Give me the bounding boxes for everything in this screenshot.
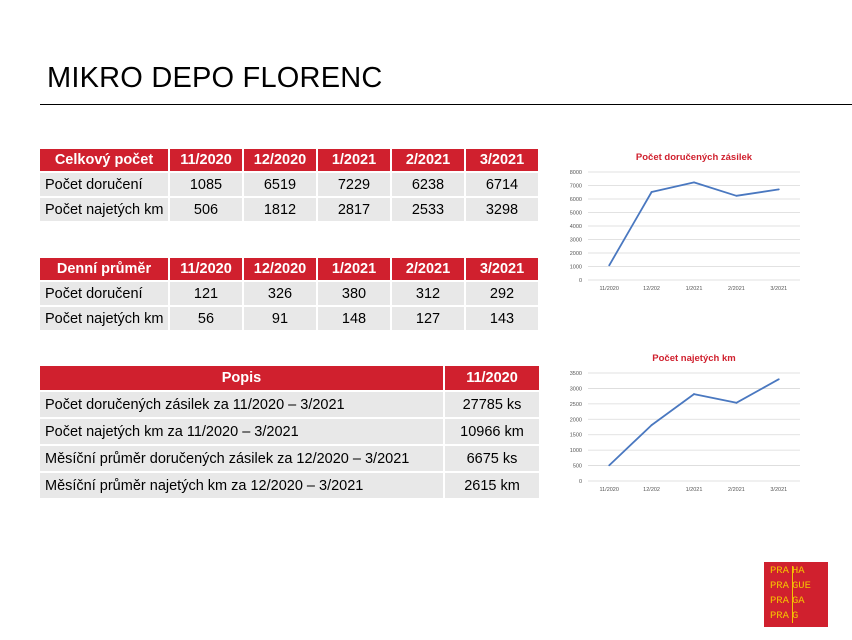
y-tick-label: 3500: [569, 371, 582, 377]
data-point: [608, 264, 610, 266]
deliveries-line-chart: [558, 145, 808, 297]
column-header: 2/2021: [392, 258, 464, 280]
x-tick-label: 1/2021: [685, 286, 703, 292]
x-tick-label: 3/2021: [770, 487, 788, 493]
table-cell: 2615 km: [445, 473, 539, 498]
table-cell: 1085: [170, 173, 242, 196]
y-tick-label: 5000: [569, 210, 582, 217]
column-header: 12/2020: [244, 149, 316, 171]
data-point: [693, 182, 695, 184]
y-tick-label: 0: [578, 479, 582, 485]
x-tick-label: 1/2021: [685, 487, 703, 493]
y-tick-label: 1500: [569, 432, 582, 439]
data-point: [778, 378, 780, 380]
row-label: Počet doručených zásilek za 11/2020 – 3/2021: [40, 392, 443, 417]
prague-logo: [764, 562, 828, 627]
y-tick-label: 4000: [569, 224, 582, 230]
table-cell: 121: [170, 282, 242, 305]
logo-text: HA: [792, 565, 805, 577]
chart-title: Počet doručených zásilek: [635, 152, 753, 163]
table-row: [40, 198, 538, 221]
kilometers-line-chart: [558, 346, 808, 498]
table-cell: 6519: [244, 173, 316, 196]
table-cell: 56: [170, 307, 242, 330]
table-cell: 127: [392, 307, 464, 330]
y-tick-label: 1000: [569, 448, 582, 455]
table-cell: 506: [170, 198, 242, 221]
data-point: [651, 191, 653, 193]
y-tick-label: 7000: [569, 183, 582, 190]
table-cell: 143: [466, 307, 538, 330]
logo-text: G: [792, 610, 799, 622]
table-header-row: [40, 366, 539, 390]
row-label: Počet najetých km: [40, 198, 168, 221]
table-cell: 91: [244, 307, 316, 330]
x-tick-label: 2/2021: [727, 487, 745, 493]
page-title: MIKRO DEPO FLORENC: [47, 62, 383, 94]
data-point: [608, 464, 610, 466]
table-cell: 27785 ks: [445, 392, 539, 417]
y-tick-label: 1000: [569, 264, 582, 271]
y-tick-label: 6000: [569, 197, 582, 203]
row-label: Měsíční průměr doručených zásilek za 12/2020 – 3/2021: [40, 446, 443, 471]
column-header: 2/2021: [392, 149, 464, 171]
table-cell: 6675 ks: [445, 446, 539, 471]
logo-row: [770, 565, 805, 577]
table-cell: 326: [244, 282, 316, 305]
column-header: 11/2020: [170, 149, 242, 171]
table-header-row: [40, 258, 538, 280]
x-tick-label: 12/202: [643, 487, 661, 493]
y-tick-label: 0: [578, 278, 582, 284]
x-tick-label: 2/2021: [727, 286, 745, 292]
y-tick-label: 500: [572, 463, 582, 470]
column-header: 11/2020: [170, 258, 242, 280]
column-header: 12/2020: [244, 258, 316, 280]
table-cell: 6714: [466, 173, 538, 196]
table-row: [40, 473, 539, 498]
summary-table: [38, 364, 541, 500]
data-point: [693, 393, 695, 395]
logo-row: [770, 610, 798, 622]
logo-text: PRA: [770, 565, 789, 577]
data-point: [651, 424, 653, 426]
logo-text: PRA: [770, 580, 789, 592]
column-header: 1/2021: [318, 258, 390, 280]
x-tick-label: 12/202: [643, 286, 661, 292]
logo-row: [770, 580, 811, 592]
table-row: [40, 392, 539, 417]
logo-text: PRA: [770, 610, 789, 622]
column-header: 3/2021: [466, 149, 538, 171]
y-tick-label: 3000: [569, 386, 582, 393]
total-count-table: [38, 147, 540, 223]
x-tick-label: 11/2020: [599, 286, 619, 292]
y-tick-label: 8000: [569, 170, 582, 176]
table-cell: 312: [392, 282, 464, 305]
logo-text: PRA: [770, 595, 789, 607]
y-tick-label: 2000: [569, 251, 582, 257]
logo-text: GUE: [792, 580, 811, 592]
x-tick-label: 3/2021: [770, 286, 788, 292]
table-cell: 10966 km: [445, 419, 539, 444]
row-label: Počet najetých km: [40, 307, 168, 330]
column-header: 11/2020: [445, 366, 539, 390]
table-row: [40, 446, 539, 471]
table-row: [40, 282, 538, 305]
table-cell: 148: [318, 307, 390, 330]
table-cell: 7229: [318, 173, 390, 196]
column-header: 3/2021: [466, 258, 538, 280]
row-label: Počet najetých km za 11/2020 – 3/2021: [40, 419, 443, 444]
logo-text: GA: [792, 595, 805, 607]
table-cell: 1812: [244, 198, 316, 221]
column-header: Popis: [40, 366, 443, 390]
y-tick-label: 3000: [569, 237, 582, 244]
table-cell: 2533: [392, 198, 464, 221]
title-divider: [40, 104, 852, 105]
table-cell: 380: [318, 282, 390, 305]
column-header: 1/2021: [318, 149, 390, 171]
table-header-row: [40, 149, 538, 171]
row-label: Počet doručení: [40, 282, 168, 305]
daily-average-table: [38, 256, 540, 332]
table-cell: 6238: [392, 173, 464, 196]
data-point: [778, 188, 780, 190]
x-tick-label: 11/2020: [599, 487, 619, 493]
table-row: [40, 307, 538, 330]
data-point: [736, 195, 738, 197]
column-header: Celkový počet: [40, 149, 168, 171]
table-cell: 292: [466, 282, 538, 305]
logo-row: [770, 595, 805, 607]
column-header: Denní průměr: [40, 258, 168, 280]
row-label: Počet doručení: [40, 173, 168, 196]
table-cell: 3298: [466, 198, 538, 221]
y-tick-label: 2500: [569, 401, 582, 408]
y-tick-label: 2000: [569, 417, 582, 424]
chart-title: Počet najetých km: [652, 353, 736, 364]
table-cell: 2817: [318, 198, 390, 221]
table-row: [40, 173, 538, 196]
data-point: [736, 402, 738, 404]
table-row: [40, 419, 539, 444]
row-label: Měsíční průměr najetých km za 12/2020 – 3/2021: [40, 473, 443, 498]
series-line: [609, 379, 779, 465]
